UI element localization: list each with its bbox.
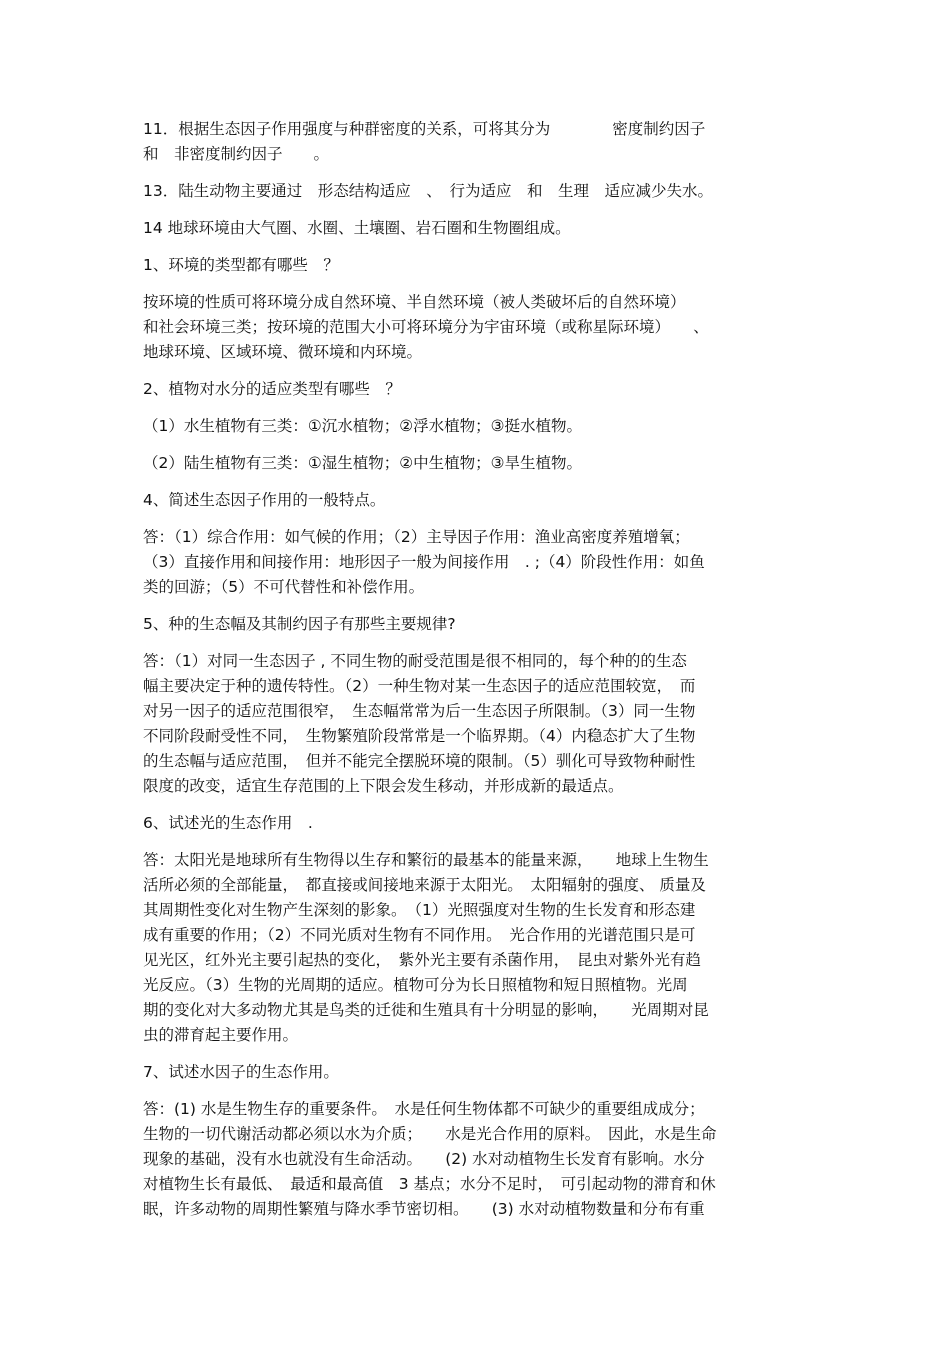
text-line: 眠，许多动物的周期性繁殖与降水季节密切相。 (3) 水对动植物数量和分布有重 (143, 1200, 705, 1218)
text-line: 见光区，红外光主要引起热的变化， 紫外光主要有杀菌作用， 昆虫对紫外光有趋 (143, 951, 702, 969)
answer-5 (143, 649, 808, 799)
text-line: 光反应。（3）生物的光周期的适应。植物可分为长日照植物和短日照植物。光周 (143, 976, 688, 994)
text-line: 11．根据生态因子作用强度与种群密度的关系，可将其分为 密度制约因子 (143, 120, 706, 138)
text-line: （3）直接作用和间接作用：地形因子一般为间接作用 . ;（4）阶段性作用：如鱼 (143, 553, 705, 571)
text-line: 答：(1) 水是生物生存的重要条件。 水是任何生物体都不可缺少的重要组成成分； (143, 1100, 705, 1118)
text-line: 虫的滞育起主要作用。 (143, 1026, 299, 1044)
question-7-heading (143, 1060, 808, 1085)
question-5-heading (143, 612, 808, 637)
text-line: 1、环境的类型都有哪些 ？ (143, 256, 339, 274)
text-line: 13．陆生动物主要通过 形态结构适应 、 行为适应 和 生理 适应减少失水。 (143, 182, 713, 200)
text-line: 的生态幅与适应范围， 但并不能完全摆脱环境的限制。（5）驯化可导致物种耐性 (143, 752, 696, 770)
text-line: 其周期性变化对生物产生深刻的影象。 （1）光照强度对生物的生长发育和形态建 (143, 901, 696, 919)
answer-6 (143, 848, 808, 1048)
question-6-heading (143, 811, 808, 836)
text-line: 按环境的性质可将环境分成自然环境、半自然环境（被人类破坏后的自然环境） (143, 293, 686, 311)
text-line: 和社会环境三类；按环境的范围大小可将环境分为宇宙环境（或称星际环境） 、 (143, 318, 709, 336)
text-line: 类的回游；（5）不可代替性和补偿作用。 (143, 578, 425, 596)
text-line: 6、试述光的生态作用 . (143, 814, 313, 832)
text-line: 现象的基础，没有水也就没有生命活动。 (2) 水对动植物生长发育有影响。水分 (143, 1150, 705, 1168)
text-line: 生物的一切代谢活动都必须以水为介质； 水是光合作用的原料。 因此，水是生命 (143, 1125, 717, 1143)
text-line: 对植物生长有最低、 最适和最高值 3 基点；水分不足时， 可引起动物的滞育和休 (143, 1175, 716, 1193)
text-line: （2）陆生植物有三类：①湿生植物；②中生植物；③旱生植物。 (143, 454, 583, 472)
question-4-heading (143, 488, 808, 513)
text-line: 期的变化对大多动物尤其是鸟类的迁徙和生殖具有十分明显的影响， 光周期对昆 (143, 1001, 709, 1019)
text-line: 答：（1）对同一生态因子 , 不同生物的耐受范围是很不相同的，每个种的的生态 (143, 652, 687, 670)
paragraph-q11 (143, 117, 808, 167)
text-line: 5、种的生态幅及其制约因子有那些主要规律? (143, 615, 456, 633)
text-line: 答：（1）综合作用：如气候的作用；（2）主导因子作用：渔业高密度养殖增氧； (143, 528, 690, 546)
answer-7 (143, 1097, 808, 1222)
text-line: 成有重要的作用；（2）不同光质对生物有不同作用。 光合作用的光谱范围只是可 (143, 926, 696, 944)
text-line: 地球环境、区域环境、微环境和内环境。 (143, 343, 423, 361)
answer-2-part-2 (143, 451, 808, 476)
text-line: 14 地球环境由大气圈、水圈、土壤圈、岩石圈和生物圈组成。 (143, 219, 571, 237)
paragraph-q14 (143, 216, 808, 241)
text-line: 答：太阳光是地球所有生物得以生存和繁衍的最基本的能量来源， 地球上生物生 (143, 851, 709, 869)
question-1-heading (143, 253, 808, 278)
answer-1 (143, 290, 808, 365)
document-page (143, 117, 808, 1234)
text-line: （1）水生植物有三类：①沉水植物；②浮水植物；③挺水植物。 (143, 417, 583, 435)
text-line: 2、植物对水分的适应类型有哪些 ？ (143, 380, 401, 398)
answer-4 (143, 525, 808, 600)
question-2-heading (143, 377, 808, 402)
text-line: 4、简述生态因子作用的一般特点。 (143, 491, 386, 509)
text-line: 活所必须的全部能量， 都直接或间接地来源于太阳光。 太阳辐射的强度、 质量及 (143, 876, 706, 894)
paragraph-q13 (143, 179, 808, 204)
text-line: 和 非密度制约因子 。 (143, 145, 330, 163)
text-line: 幅主要决定于种的遗传特性。（2）一种生物对某一生态因子的适应范围较宽， 而 (143, 677, 696, 695)
text-line: 对另一因子的适应范围很窄， 生态幅常常为后一生态因子所限制。（3）同一生物 (143, 702, 696, 720)
text-line: 不同阶段耐受性不同， 生物繁殖阶段常常是一个临界期。（4）内稳态扩大了生物 (143, 727, 696, 745)
text-line: 限度的改变，适宜生存范围的上下限会发生移动，并形成新的最适点。 (143, 777, 624, 795)
answer-2-part-1 (143, 414, 808, 439)
text-line: 7、试述水因子的生态作用。 (143, 1063, 339, 1081)
